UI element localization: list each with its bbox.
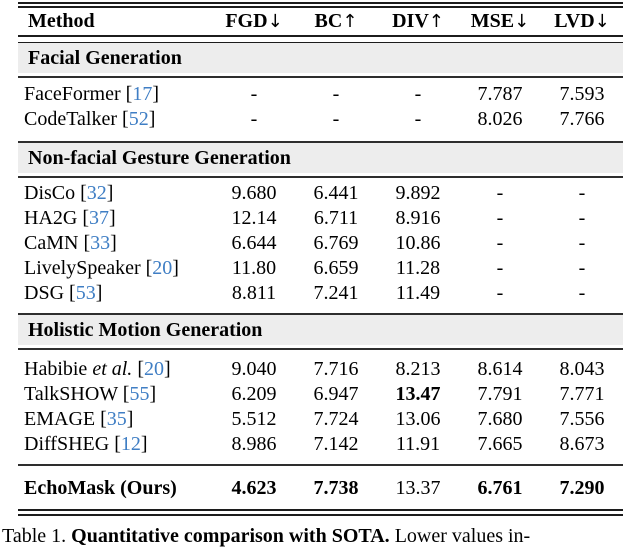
value-cell: 8.673 bbox=[559, 433, 605, 456]
value-cell: 8.213 bbox=[395, 358, 441, 381]
method-cell bbox=[18, 382, 213, 407]
section-rows-block bbox=[18, 78, 623, 141]
section-rows-block bbox=[18, 178, 623, 313]
method-cell bbox=[18, 231, 213, 256]
value-cell: 7.738 bbox=[313, 477, 359, 500]
value-cell: - bbox=[578, 207, 586, 230]
citation-close-bracket: ] bbox=[106, 182, 114, 205]
method-name: FaceFormer bbox=[24, 83, 121, 106]
value-cell: - bbox=[578, 232, 586, 255]
citation-close-bracket: ] bbox=[109, 207, 116, 230]
value-cell: 7.724 bbox=[313, 408, 359, 431]
value-cell: 10.86 bbox=[395, 232, 441, 255]
value-cell: - bbox=[496, 207, 504, 230]
method-cell bbox=[18, 476, 213, 501]
citation-close-bracket: ] bbox=[172, 257, 179, 280]
table-row bbox=[18, 382, 623, 407]
method-cell bbox=[18, 107, 213, 132]
value-cell: 7.716 bbox=[313, 358, 359, 381]
method-name: EMAGE bbox=[24, 408, 96, 431]
table-caption bbox=[2, 524, 639, 549]
value-cell: - bbox=[578, 257, 586, 280]
value-cell: 7.241 bbox=[313, 282, 359, 305]
value-cell: 7.556 bbox=[559, 408, 605, 431]
value-cell: 7.290 bbox=[559, 477, 605, 500]
col-header-label: DIV bbox=[392, 10, 429, 32]
value-cell: - bbox=[414, 108, 422, 131]
value-cell: 8.811 bbox=[231, 282, 277, 305]
value-cell: 7.142 bbox=[313, 433, 359, 456]
col-header-label: Method bbox=[28, 10, 95, 32]
up-arrow-icon: ↑ bbox=[342, 11, 358, 32]
table-row bbox=[18, 107, 623, 132]
method-name: DSG bbox=[24, 282, 65, 305]
method-cell bbox=[18, 206, 213, 231]
value-cell: 6.209 bbox=[231, 383, 277, 406]
method-name: CaMN bbox=[24, 232, 79, 255]
citation-link[interactable]: 53 bbox=[75, 282, 96, 305]
value-cell: 11.91 bbox=[395, 433, 441, 456]
col-header-mse bbox=[459, 8, 541, 35]
col-header-method bbox=[18, 8, 213, 35]
value-cell: 11.80 bbox=[231, 257, 277, 280]
method-cell bbox=[18, 357, 213, 382]
method-name: DiffSHEG bbox=[24, 433, 110, 456]
col-header-label: BC bbox=[314, 10, 343, 32]
citation-open-bracket: [ bbox=[77, 207, 90, 230]
etal-label: et al. bbox=[87, 358, 133, 381]
section-header-holistic-motion-generation: Holistic Motion Generation bbox=[18, 315, 623, 345]
value-cell: - bbox=[332, 108, 340, 131]
value-cell: 13.06 bbox=[395, 408, 441, 431]
down-arrow-icon: ↓ bbox=[594, 11, 610, 32]
citation-link[interactable]: 37 bbox=[89, 207, 110, 230]
citation-open-bracket: [ bbox=[117, 383, 130, 406]
citation-link[interactable]: 52 bbox=[128, 108, 149, 131]
citation-close-bracket: ] bbox=[148, 108, 156, 131]
value-cell: 6.711 bbox=[313, 207, 359, 230]
value-cell: - bbox=[250, 108, 258, 131]
value-cell: 9.892 bbox=[395, 182, 441, 205]
citation-link[interactable]: 17 bbox=[132, 83, 153, 106]
value-cell: 8.986 bbox=[231, 433, 277, 456]
table-row bbox=[18, 256, 623, 281]
caption-bold-title: Quantitative comparison with SOTA. bbox=[71, 525, 390, 547]
method-cell bbox=[18, 82, 213, 107]
method-cell bbox=[18, 256, 213, 281]
section-header-non-facial-gesture-generation: Non-facial Gesture Generation bbox=[18, 143, 623, 173]
value-cell: - bbox=[250, 83, 258, 106]
citation-close-bracket: ] bbox=[110, 232, 117, 255]
col-header-div bbox=[377, 8, 459, 35]
citation-close-bracket: ] bbox=[163, 358, 171, 381]
method-cell bbox=[18, 432, 213, 457]
method-name: DisCo bbox=[24, 182, 76, 205]
value-cell: 12.14 bbox=[231, 207, 277, 230]
value-cell: 7.766 bbox=[559, 108, 605, 131]
citation-link[interactable]: 20 bbox=[152, 257, 173, 280]
citation-open-bracket: [ bbox=[78, 232, 91, 255]
citation-link[interactable]: 32 bbox=[86, 182, 107, 205]
value-cell: - bbox=[332, 83, 340, 106]
citation-open-bracket: [ bbox=[120, 83, 133, 106]
table-row bbox=[18, 206, 623, 231]
citation-open-bracket: [ bbox=[64, 282, 76, 305]
citation-close-bracket: ] bbox=[140, 433, 148, 456]
citation-link[interactable]: 33 bbox=[90, 232, 111, 255]
value-cell: 8.916 bbox=[395, 207, 441, 230]
value-cell: 13.37 bbox=[395, 477, 441, 500]
table-row bbox=[18, 357, 623, 382]
value-cell: 13.47 bbox=[395, 383, 441, 406]
method-cell bbox=[18, 407, 213, 432]
col-header-label: FGD bbox=[225, 10, 268, 32]
citation-open-bracket: [ bbox=[109, 433, 121, 456]
table-header-row bbox=[18, 8, 623, 35]
value-cell: 6.659 bbox=[313, 257, 359, 280]
citation-link[interactable]: 20 bbox=[143, 358, 164, 381]
results-table bbox=[18, 2, 623, 516]
section-rows-block bbox=[18, 350, 623, 464]
table-row bbox=[18, 281, 623, 306]
citation-link[interactable]: 35 bbox=[106, 408, 127, 431]
citation-close-bracket: ] bbox=[126, 408, 134, 431]
value-cell: 9.680 bbox=[231, 182, 277, 205]
method-name: CodeTalker bbox=[24, 108, 118, 131]
value-cell: 6.947 bbox=[313, 383, 359, 406]
value-cell: 6.761 bbox=[477, 477, 523, 500]
citation-open-bracket: [ bbox=[140, 257, 153, 280]
value-cell: - bbox=[578, 282, 586, 305]
col-header-lvd bbox=[541, 8, 623, 35]
value-cell: 7.787 bbox=[477, 83, 523, 106]
citation-link[interactable]: 55 bbox=[129, 383, 150, 406]
value-cell: 7.665 bbox=[477, 433, 523, 456]
citation-open-bracket: [ bbox=[132, 358, 144, 381]
value-cell: - bbox=[496, 257, 504, 280]
value-cell: 6.769 bbox=[313, 232, 359, 255]
value-cell: 4.623 bbox=[231, 477, 277, 500]
value-cell: 6.441 bbox=[313, 182, 359, 205]
value-cell: - bbox=[496, 232, 504, 255]
table-row bbox=[18, 181, 623, 206]
col-header-fgd bbox=[213, 8, 295, 35]
value-cell: - bbox=[414, 83, 422, 106]
value-cell: 8.026 bbox=[477, 108, 523, 131]
section-header-facial-generation: Facial Generation bbox=[18, 43, 623, 73]
value-cell: 7.680 bbox=[477, 408, 523, 431]
col-header-bc bbox=[295, 8, 377, 35]
citation-close-bracket: ] bbox=[149, 383, 157, 406]
citation-close-bracket: ] bbox=[152, 83, 159, 106]
value-cell: 11.28 bbox=[395, 257, 441, 280]
method-name: Habibie bbox=[24, 358, 88, 381]
value-cell: 8.614 bbox=[477, 358, 523, 381]
up-arrow-icon: ↑ bbox=[428, 11, 444, 32]
value-cell: 11.49 bbox=[395, 282, 441, 305]
method-name: TalkSHOW bbox=[24, 383, 118, 406]
value-cell: 7.791 bbox=[477, 383, 523, 406]
table-row bbox=[18, 432, 623, 457]
method-name: EchoMask (Ours) bbox=[24, 477, 177, 500]
method-name: LivelySpeaker bbox=[24, 257, 141, 280]
citation-open-bracket: [ bbox=[117, 108, 129, 131]
value-cell: 8.043 bbox=[559, 358, 605, 381]
citation-open-bracket: [ bbox=[95, 408, 107, 431]
method-cell bbox=[18, 281, 213, 306]
value-cell: 9.040 bbox=[231, 358, 277, 381]
citation-close-bracket: ] bbox=[95, 282, 103, 305]
col-header-label: MSE bbox=[470, 10, 515, 32]
value-cell: 5.512 bbox=[231, 408, 277, 431]
caption-suffix: Lower values in- bbox=[389, 525, 531, 547]
table-row bbox=[18, 476, 623, 501]
down-arrow-icon: ↓ bbox=[514, 11, 530, 32]
rule-line bbox=[18, 514, 623, 516]
value-cell: 7.593 bbox=[559, 83, 605, 106]
down-arrow-icon: ↓ bbox=[267, 11, 283, 32]
final-row-block bbox=[18, 466, 623, 509]
citation-open-bracket: [ bbox=[75, 182, 87, 205]
value-cell: - bbox=[496, 282, 504, 305]
value-cell: - bbox=[578, 182, 586, 205]
table-row bbox=[18, 231, 623, 256]
value-cell: - bbox=[496, 182, 504, 205]
col-header-label: LVD bbox=[554, 10, 595, 32]
table-sections bbox=[18, 43, 623, 466]
value-cell: 6.644 bbox=[231, 232, 277, 255]
table-row bbox=[18, 82, 623, 107]
citation-link[interactable]: 12 bbox=[120, 433, 141, 456]
method-name: HA2G bbox=[24, 207, 78, 230]
value-cell: 7.771 bbox=[559, 383, 605, 406]
method-cell bbox=[18, 181, 213, 206]
caption-prefix: Table 1. bbox=[2, 525, 72, 547]
header-bottom-rule bbox=[18, 35, 623, 43]
table-row bbox=[18, 407, 623, 432]
table-bottom-rule bbox=[18, 509, 623, 516]
